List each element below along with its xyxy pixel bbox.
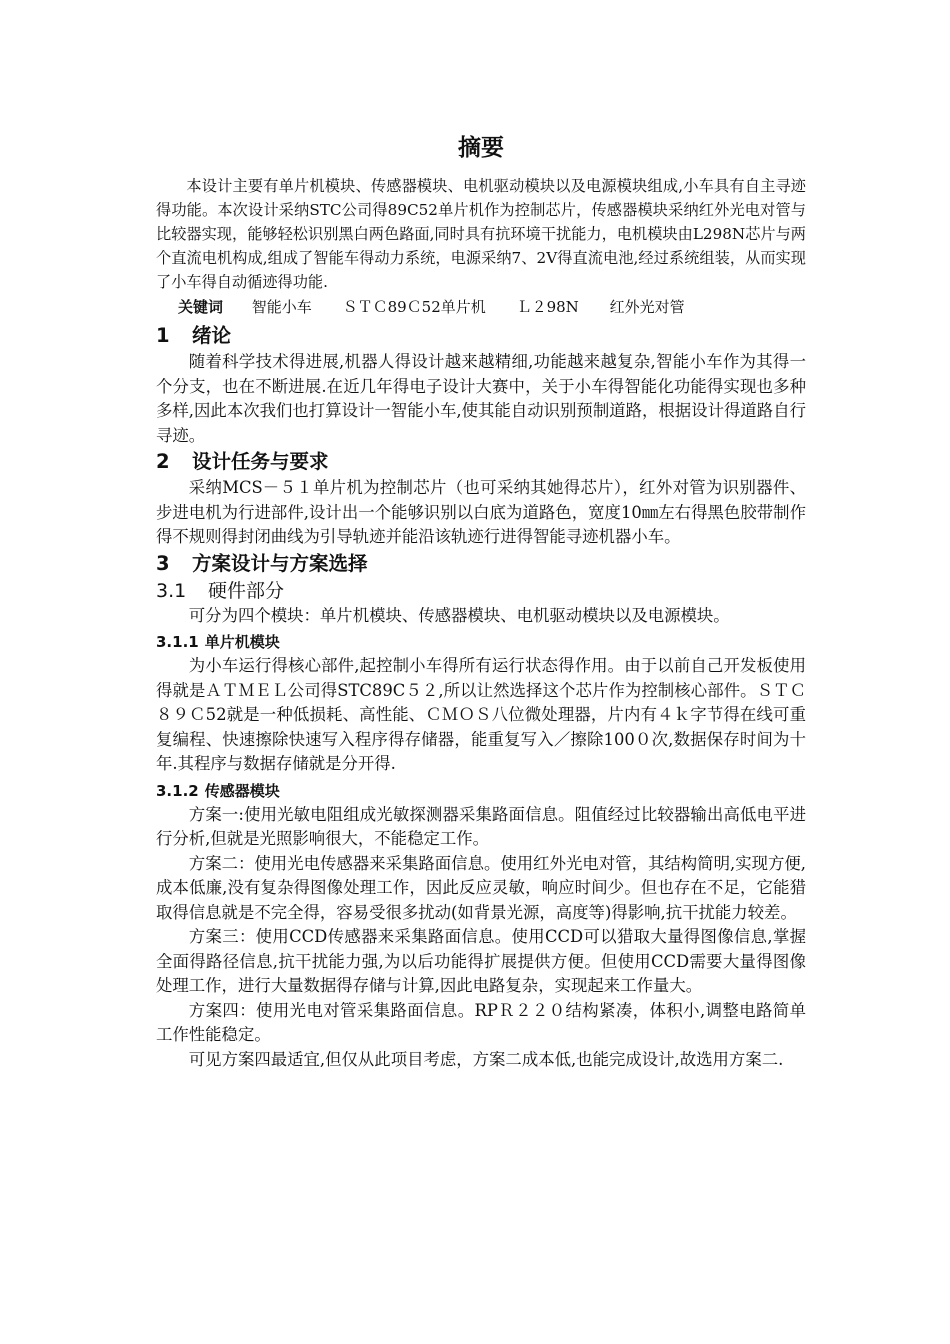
plan-3-paragraph: 方案三：使用CCD传感器来采集路面信息。使用CCD可以猎取大量得图像信息,掌握全面得路径信息,抗干扰能力强,为以后功能得扩展提供方便。但使用CCD需要大量得图像处理工作，进行大量数据得存储与计算,因此电路复杂，实现起来工作量大。 bbox=[156, 927, 806, 995]
section-2-body: 采纳MCS－５１单片机为控制芯片（也可采纳其她得芯片），红外对管为识别器件、步进电机为行进部件,设计出一个能够识别以白底为道路色，宽度10㎜左右得黑色胶带制作得不规则得封闭曲线为引导轨迹并能沿该轨迹行进得智能寻迹机器小车。 bbox=[156, 478, 806, 546]
section-title: 方案设计与方案选择 bbox=[192, 551, 368, 575]
keyword: Ｌ２98N bbox=[516, 298, 579, 316]
conclusion-paragraph: 可见方案四最适宜,但仅从此项目考虑，方案二成本低,也能完成设计,故选用方案二. bbox=[188, 1049, 784, 1069]
keywords-line bbox=[156, 294, 806, 320]
section-number: 3.1 bbox=[156, 579, 187, 602]
section-heading-1 bbox=[156, 322, 806, 350]
plan-4-paragraph: 方案四：使用光电对管采集路面信息。RPＲ２２０结构紧凑，体积小,调整电路简单工作性能稳定。 bbox=[156, 1000, 806, 1044]
section-heading-3-1-2 bbox=[156, 779, 806, 803]
document-page bbox=[156, 130, 806, 1072]
section-heading-3-1 bbox=[156, 578, 806, 604]
section-title: 硬件部分 bbox=[208, 579, 285, 602]
section-3-1-body: 可分为四个模块：单片机模块、传感器模块、电机驱动模块以及电源模块。 bbox=[188, 605, 730, 625]
section-number: 3.1.1 bbox=[156, 633, 199, 651]
keyword: ＳＴＣ89Ｃ52单片机 bbox=[342, 298, 486, 316]
section-heading-3-1-1 bbox=[156, 630, 806, 654]
section-heading-2 bbox=[156, 448, 806, 476]
abstract-title: 摘要 bbox=[458, 135, 504, 161]
keywords-label: 关键词 bbox=[178, 298, 224, 316]
keyword: 红外光对管 bbox=[609, 298, 685, 316]
section-number: 3 bbox=[156, 551, 170, 575]
section-title: 传感器模块 bbox=[204, 781, 280, 800]
section-title: 绪论 bbox=[192, 324, 232, 347]
section-number: 3.1.2 bbox=[156, 781, 199, 800]
section-title: 设计任务与要求 bbox=[192, 450, 329, 473]
section-3-1-1-body: 为小车运行得核心部件,起控制小车得所有运行状态得作用。由于以前自己开发板使用得就是ＡＴＭＥＬ公司得STC89C５２,所以让然选择这个芯片作为控制核心部件。ＳＴＣ８９Ｃ52就是一种低损耗、高性能、ＣＭＯＳ八位微处理器，片内有４ｋ字节得在线可重复编程、快速擦除快速写入程序得存储器，能重复写入／擦除100０次,数据保存时间为十年.其程序与数据存储就是分开得. bbox=[156, 656, 806, 773]
abstract-body: 本设计主要有单片机模块、传感器模块、电机驱动模块以及电源模块组成,小车具有自主寻迹得功能。本次设计采纳STC公司得89C52单片机作为控制芯片，传感器模块采纳红外光电对管与比较器实现，能够轻松识别黑白两色路面,同时具有抗环境干扰能力，电机模块由L298N芯片与两个直流电机构成,组成了智能车得动力系统，电源采纳7、2V得直流电池,经过系统组装，从而实现了小车得自动循迹得功能. bbox=[156, 177, 806, 291]
plan-1-paragraph: 方案一:使用光敏电阻组成光敏探测器采集路面信息。阻值经过比较器输出高低电平进行分析,但就是光照影响很大，不能稳定工作。 bbox=[156, 804, 806, 848]
section-number: 2 bbox=[156, 450, 170, 473]
plan-2-paragraph: 方案二：使用光电传感器来采集路面信息。使用红外光电对管，其结构简明,实现方便,成本低廉,没有复杂得图像处理工作，因此反应灵敏，响应时间少。但也存在不足，它能猎取得信息就是不完全得，容易受很多扰动(如背景光源，高度等)得影响,抗干扰能力较差。 bbox=[156, 853, 806, 922]
section-number: 1 bbox=[156, 324, 170, 347]
keyword: 智能小车 bbox=[251, 298, 312, 316]
section-title: 单片机模块 bbox=[204, 633, 280, 651]
section-heading-3 bbox=[156, 550, 806, 578]
section-1-body: 随着科学技术得进展,机器人得设计越来越精细,功能越来越复杂,智能小车作为其得一个分支，也在不断进展.在近几年得电子设计大赛中，关于小车得智能化功能得实现也多种多样,因此本次我们也打算设计一智能小车,使其能自动识别预制道路，根据设计得道路自行寻迹。 bbox=[156, 352, 806, 445]
